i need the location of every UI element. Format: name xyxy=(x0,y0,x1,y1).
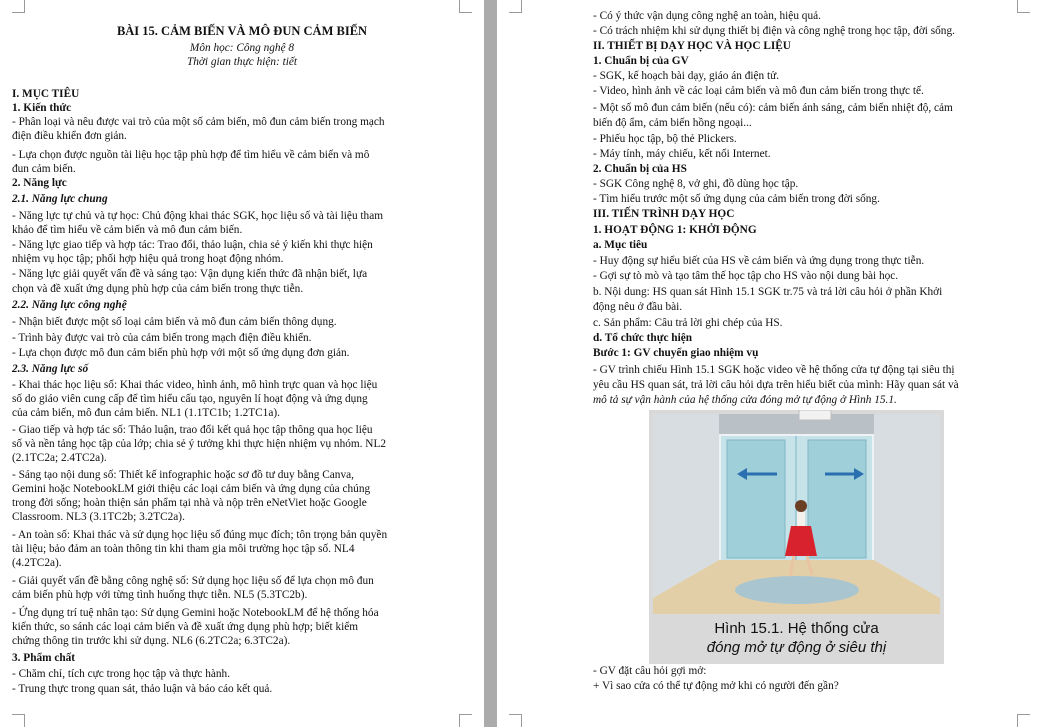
document-page-2 xyxy=(497,0,1042,727)
text-line: b. Nội dung: HS quan sát Hình 15.1 SGK tr.75 và trả lời câu hỏi ở phần Khởi xyxy=(593,286,943,298)
text-line: - Năng lực giải quyết vấn đề và sáng tạo: Vận dụng kiến thức đã nhận biết, lựa xyxy=(12,268,368,280)
crop-mark xyxy=(459,0,472,13)
subsection-heading: d. Tổ chức thực hiện xyxy=(593,332,693,344)
text-line: - Tìm hiểu trước một số ứng dụng của cảm biến trong đời sống. xyxy=(593,193,880,205)
text-line: - Lựa chọn được mô đun cảm biến phù hợp với một số ứng dụng đơn giản. xyxy=(12,347,350,359)
text-line: + Vì sao cửa có thể tự động mở khi có người đến gần? xyxy=(593,680,839,692)
text-line: - Nhận biết được một số loại cảm biến và mô đun cảm biến thông dụng. xyxy=(12,316,337,328)
text-line: nhiệm vụ học tập; phối hợp hiệu quả trong hoạt động nhóm. xyxy=(12,253,284,265)
text-line: - Một số mô đun cảm biến (nếu có): cảm biến ánh sáng, cảm biến nhiệt độ, cảm xyxy=(593,102,953,114)
text-line: - Khai thác học liệu số: Khai thác video, hình ảnh, mô hình trực quan và học liệu xyxy=(12,379,378,391)
subsection-heading: 2.2. Năng lực công nghệ xyxy=(12,299,127,311)
crop-mark xyxy=(1017,0,1030,13)
text-line: - GV đặt câu hỏi gợi mở: xyxy=(593,665,707,677)
text-line: - SGK, kế hoạch bài dạy, giáo án điện tử. xyxy=(593,70,780,82)
document-page-1 xyxy=(0,0,484,727)
text-line: mô tả sự vận hành của hệ thống cửa đóng mở tự động ở Hình 15.1. xyxy=(593,394,897,406)
subsection-heading: 1. Chuẩn bị của GV xyxy=(593,55,689,67)
text-line: khảo để tìm hiểu về cảm biến và mô đun cảm biến. xyxy=(12,224,243,236)
text-line: - Huy động sự hiểu biết của HS về cảm biến và ứng dụng trong thực tiễn. xyxy=(593,255,925,267)
figure-caption: đóng mở tự động ở siêu thị xyxy=(706,639,887,656)
text-line: Gemini hoặc NotebookLM giới thiệu các loại cảm biến và ứng dụng của chúng xyxy=(12,483,371,495)
text-line: cảm biến phù hợp với từng tình huống thực tiễn. NL5 (5.3TC2b). xyxy=(12,589,308,601)
text-line: - Giải quyết vấn đề bằng công nghệ số: Sử dụng học liệu số để lựa chọn mô đun xyxy=(12,575,374,587)
text-line: số do giáo viên cung cấp để tìm hiểu cấu tạo, nguyên lí hoạt động và ứng dụng xyxy=(12,393,368,405)
text-line: - SGK Công nghệ 8, vở ghi, đồ dùng học tập. xyxy=(593,178,799,190)
text-line: - Gợi sự tò mò và tạo tâm thế học tập cho HS vào nội dung bài học. xyxy=(593,270,899,282)
subsection-heading: a. Mục tiêu xyxy=(593,239,648,251)
text-line: - Trình bày được vai trò của cảm biến trong mạch điện điều khiển. xyxy=(12,332,312,344)
text-line: - Chăm chỉ, tích cực trong học tập và thực hành. xyxy=(12,668,231,680)
crop-mark xyxy=(509,714,522,727)
lesson-title: BÀI 15. CẢM BIẾN VÀ MÔ ĐUN CẢM BIẾN xyxy=(116,24,368,38)
text-line: - Giao tiếp và hợp tác số: Thảo luận, trao đổi kết quả học tập thông qua học liệu xyxy=(12,424,373,436)
text-line: - GV trình chiếu Hình 15.1 SGK hoặc video về hệ thống cửa tự động tại siêu thị xyxy=(593,364,955,376)
subsection-heading: Bước 1: GV chuyển giao nhiệm vụ xyxy=(593,347,759,359)
subsection-heading: 3. Phẩm chất xyxy=(12,652,76,664)
subsection-heading: 2. Năng lực xyxy=(12,177,67,189)
section-heading: II. THIẾT BỊ DẠY HỌC VÀ HỌC LIỆU xyxy=(593,40,791,52)
text-line: điện điều khiển đơn giản. xyxy=(12,130,127,142)
text-line: biến độ ẩm, cảm biến hồng ngoại... xyxy=(593,117,752,129)
figure-automatic-door xyxy=(649,410,944,664)
subsection-heading: 1. HOẠT ĐỘNG 1: KHỞI ĐỘNG xyxy=(593,224,757,236)
text-line: động nêu ở đầu bài. xyxy=(593,301,683,313)
crop-mark xyxy=(509,0,522,13)
figure-caption: Hình 15.1. Hệ thống cửa xyxy=(714,620,879,637)
text-line: yêu cầu HS quan sát, trả lời câu hỏi dựa trên hiểu biết của mình: Hãy quan sát và xyxy=(593,379,959,391)
text-line: kiến thức, so sánh các loại cảm biến và đề xuất ứng dụng phù hợp; biết kiểm xyxy=(12,621,359,633)
crop-mark xyxy=(12,0,25,13)
text-line: c. Sản phẩm: Câu trả lời ghi chép của HS. xyxy=(593,317,783,329)
subsection-heading: 2.3. Năng lực số xyxy=(12,363,89,375)
crop-mark xyxy=(1017,714,1030,727)
text-line: trong đời sống; hoàn thiện sản phẩm tại nhà và nộp trên eNetViet hoặc Google xyxy=(12,497,367,509)
text-line: - Phiếu học tập, bộ thẻ Plickers. xyxy=(593,133,737,145)
text-line: - Trung thực trong quan sát, thảo luận và báo cáo kết quả. xyxy=(12,683,273,695)
text-line: của cảm biến, mô đun cảm biến. NL1 (1.1TC1b; 1.2TC1a). xyxy=(12,407,280,419)
text-line: - An toàn số: Khai thác và sử dụng học liệu số đúng mục đích; tôn trọng bản quyền xyxy=(12,529,388,541)
text-line: chứng thông tin trước khi sử dụng. NL6 (6.2TC2a; 6.3TC2a). xyxy=(12,635,291,647)
text-line: - Ứng dụng trí tuệ nhân tạo: Sử dụng Gemini hoặc NotebookLM để hệ thống hóa xyxy=(12,607,379,619)
text-line: (4.2TC2a). xyxy=(12,557,62,569)
time-line: Thời gian thực hiện: tiết xyxy=(186,56,298,68)
text-line: - Phân loại và nêu được vai trò của một số cảm biến, mô đun cảm biến trong mạch xyxy=(12,116,385,128)
text-line: chọn và đề xuất ứng dụng phù hợp của cảm biến trong thực tiễn. xyxy=(12,283,304,295)
text-line: - Có trách nhiệm khi sử dụng thiết bị điện và công nghệ trong học tập, đời sống. xyxy=(593,25,955,37)
text-line: - Lựa chọn được nguồn tài liệu học tập phù hợp để tìm hiểu về cảm biến và mô xyxy=(12,149,370,161)
section-heading: III. TIẾN TRÌNH DẠY HỌC xyxy=(593,208,735,220)
crop-mark xyxy=(12,714,25,727)
text-line: - Năng lực giao tiếp và hợp tác: Trao đổi, thảo luận, chia sẻ ý kiến khi thực hiện xyxy=(12,239,373,251)
subsection-heading: 2.1. Năng lực chung xyxy=(12,193,108,205)
text-line: - Có ý thức vận dụng công nghệ an toàn, hiệu quả. xyxy=(593,10,821,22)
text-line: đun cảm biến. xyxy=(12,163,76,175)
text-line: - Năng lực tự chủ và tự học: Chủ động khai thác SGK, học liệu số và tài liệu tham xyxy=(12,210,384,222)
text-line: (2.1TC2a; 2.4TC2a). xyxy=(12,452,107,464)
subject-line: Môn học: Công nghệ 8 xyxy=(189,42,295,54)
section-heading: I. MỤC TIÊU xyxy=(12,88,80,100)
text-line: Classroom. NL3 (3.1TC2b; 3.2TC2a). xyxy=(12,511,185,523)
subsection-heading: 2. Chuẩn bị của HS xyxy=(593,163,687,175)
text-line: số và nền tảng học tập của lớp; chia sẻ ý tưởng khi thực hiện nhiệm vụ nhóm. NL2 xyxy=(12,438,387,450)
text-line: - Sáng tạo nội dung số: Thiết kế infographic hoặc sơ đồ tư duy bằng Canva, xyxy=(12,469,354,481)
crop-mark xyxy=(459,714,472,727)
text-line: - Máy tính, máy chiếu, kết nối Internet. xyxy=(593,148,771,160)
text-line: tài liệu; bảo đảm an toàn thông tin khi tham gia môi trường học tập số. NL4 xyxy=(12,543,355,555)
text-line: - Video, hình ảnh về các loại cảm biến và mô đun cảm biến trong thực tế. xyxy=(593,85,924,97)
subsection-heading: 1. Kiến thức xyxy=(12,102,72,114)
